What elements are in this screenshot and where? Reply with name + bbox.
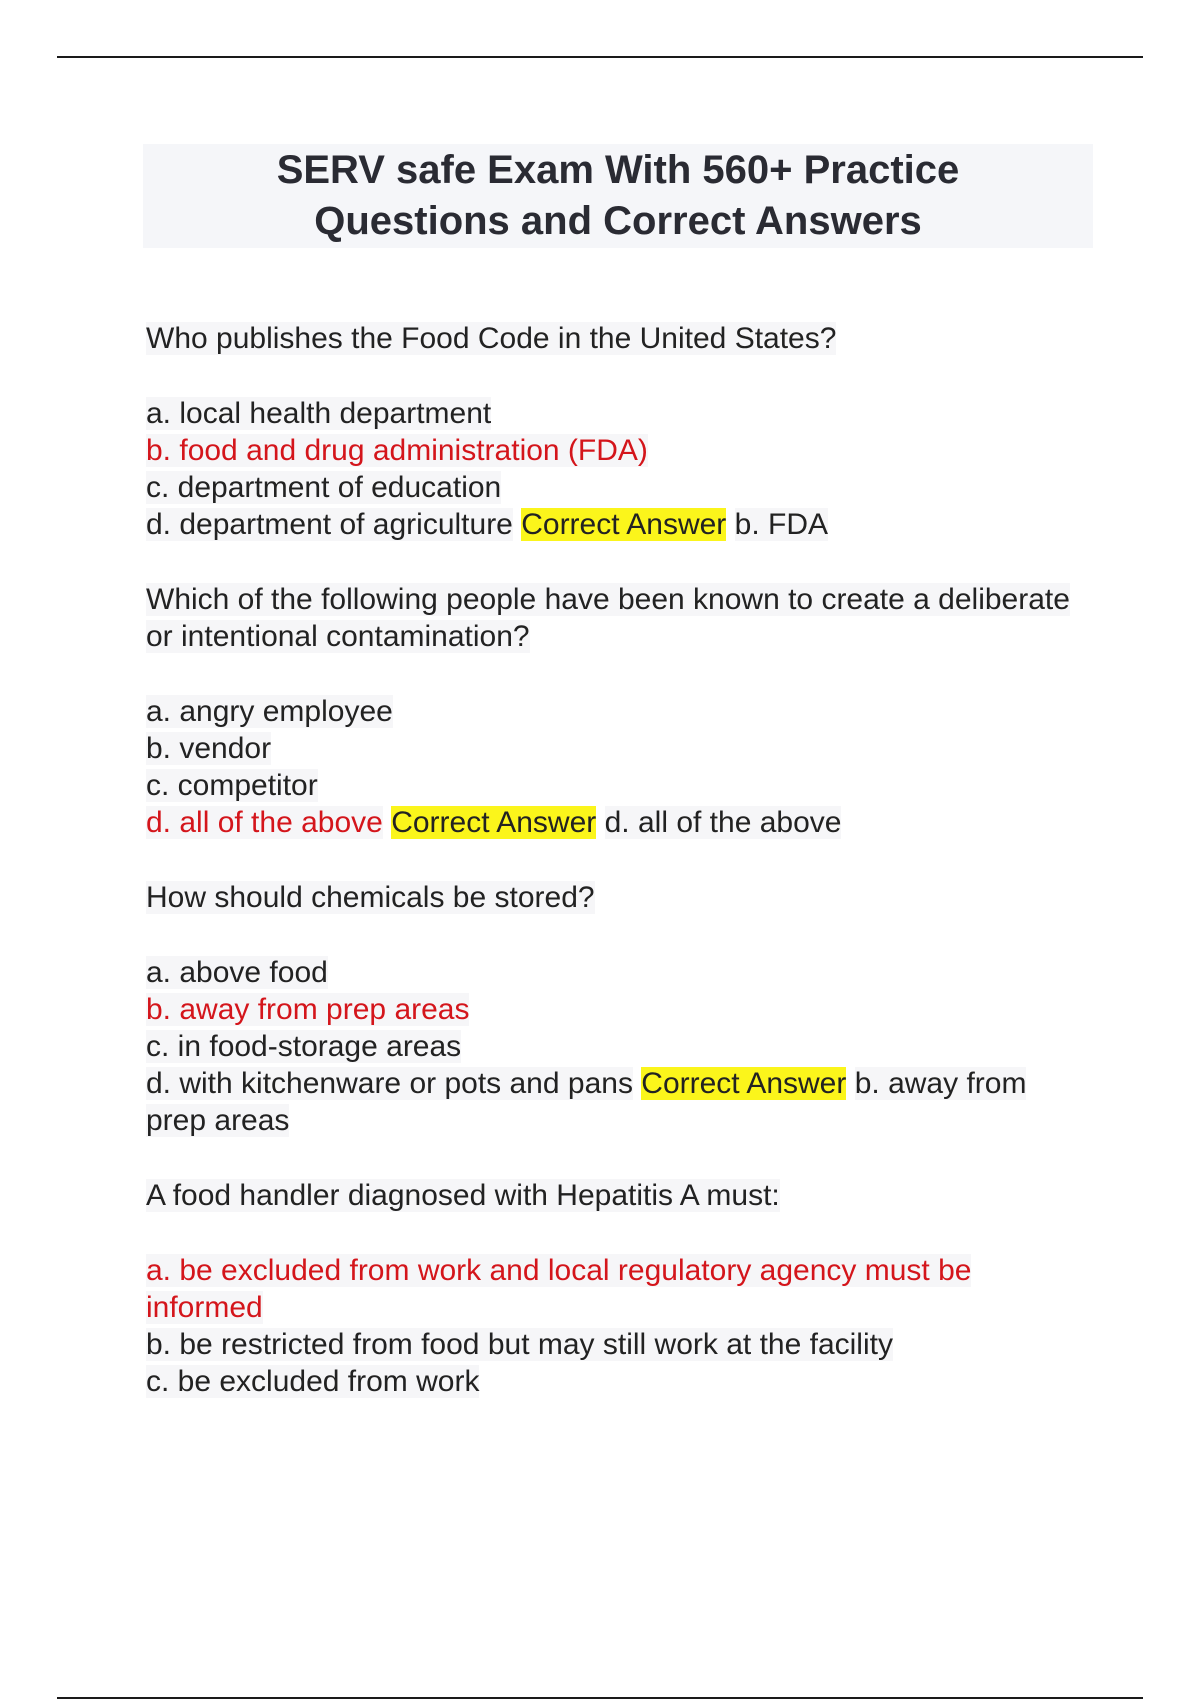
option-b: b. vendor bbox=[146, 732, 272, 765]
option-a-correct: a. be excluded from work and local regulatory agency must be informed bbox=[146, 1254, 972, 1324]
correct-answer-text: d. all of the above bbox=[604, 806, 842, 839]
option-c: c. competitor bbox=[146, 769, 318, 802]
title-line-2: Questions and Correct Answers bbox=[314, 199, 922, 243]
top-rule bbox=[57, 56, 1143, 58]
correct-answer-text: b. FDA bbox=[734, 508, 828, 541]
option-c: c. in food-storage areas bbox=[146, 1030, 462, 1063]
option-c: c. department of education bbox=[146, 471, 502, 504]
question-text: Which of the following people have been known to create a deliberate or intentional contamination? bbox=[146, 583, 1070, 653]
option-c: c. be excluded from work bbox=[146, 1365, 480, 1398]
option-b-correct: b. away from prep areas bbox=[146, 993, 470, 1026]
document-title bbox=[143, 144, 1093, 248]
question-list bbox=[146, 320, 1076, 1438]
question-block-1 bbox=[146, 320, 1076, 543]
option-d: d. department of agriculture bbox=[146, 508, 513, 541]
option-a: a. local health department bbox=[146, 397, 492, 430]
option-b: b. be restricted from food but may still work at the facility bbox=[146, 1328, 893, 1361]
question-text: Who publishes the Food Code in the United States? bbox=[146, 322, 837, 355]
correct-answer-text: b. away from prep areas bbox=[146, 1067, 1027, 1137]
question-text: A food handler diagnosed with Hepatitis A must: bbox=[146, 1179, 780, 1212]
correct-answer-tag: Correct Answer bbox=[641, 1067, 847, 1100]
question-text: How should chemicals be stored? bbox=[146, 881, 595, 914]
correct-answer-tag: Correct Answer bbox=[391, 806, 597, 839]
correct-answer-tag: Correct Answer bbox=[521, 508, 727, 541]
title-line-1: SERV safe Exam With 560+ Practice bbox=[276, 148, 960, 192]
question-block-3 bbox=[146, 879, 1076, 1139]
bottom-rule bbox=[57, 1697, 1143, 1699]
option-d: d. with kitchenware or pots and pans bbox=[146, 1067, 633, 1100]
option-b-correct: b. food and drug administration (FDA) bbox=[146, 434, 648, 467]
option-a: a. above food bbox=[146, 956, 328, 989]
option-a: a. angry employee bbox=[146, 695, 393, 728]
question-block-4 bbox=[146, 1177, 1076, 1400]
question-block-2 bbox=[146, 581, 1076, 841]
option-d-correct: d. all of the above bbox=[146, 806, 383, 839]
